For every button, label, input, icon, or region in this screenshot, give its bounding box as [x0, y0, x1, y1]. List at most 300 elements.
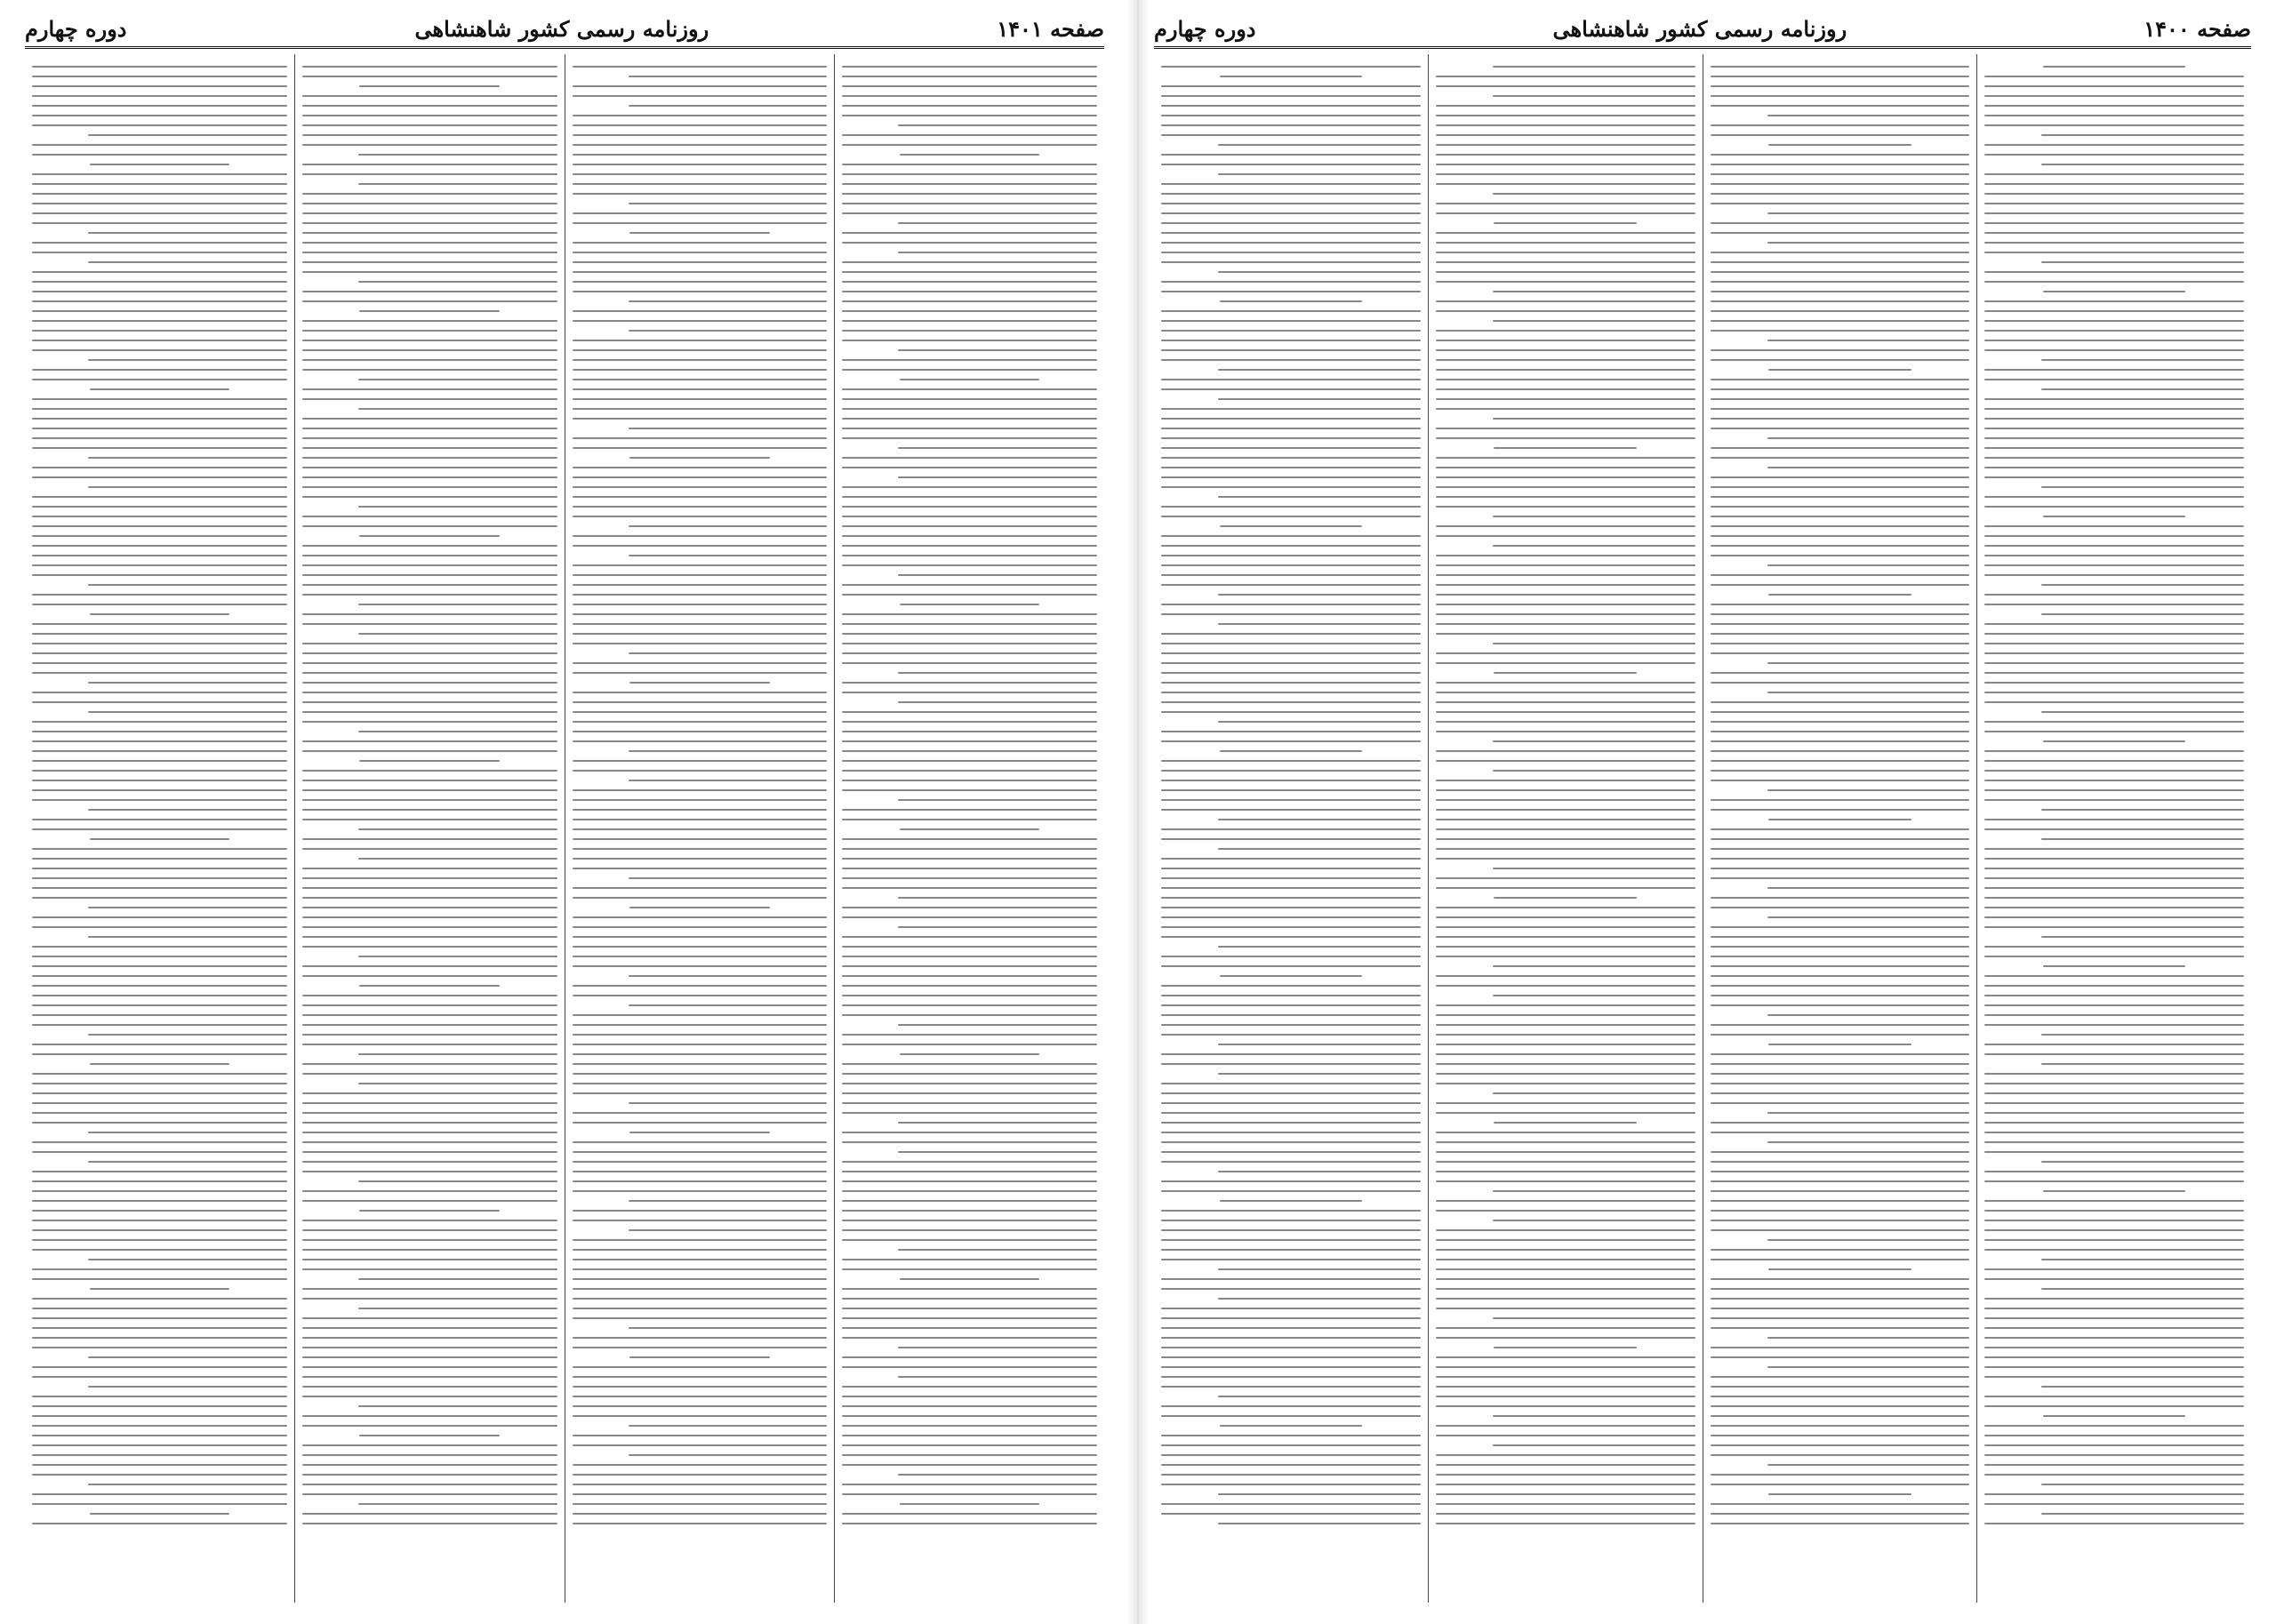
text-line-placeholder: [1711, 760, 1970, 762]
text-line-placeholder: [629, 1425, 828, 1427]
text-line-placeholder: [1711, 359, 1970, 361]
text-line-placeholder: [1436, 916, 1695, 918]
text-column: [834, 54, 1104, 1603]
text-line-placeholder: [32, 222, 287, 224]
text-line-placeholder: [1984, 115, 2244, 116]
column-text-block: [842, 66, 1097, 1603]
text-line-placeholder: [1161, 1132, 1421, 1133]
text-line-placeholder: [573, 261, 828, 263]
text-line-placeholder: [1436, 809, 1695, 811]
text-line-placeholder: [302, 613, 557, 615]
text-line-placeholder: [1711, 1229, 1970, 1231]
text-line-placeholder: [842, 1386, 1097, 1388]
text-line-placeholder: [1984, 1268, 2244, 1270]
text-line-placeholder: [573, 144, 828, 146]
text-line-placeholder: [1711, 613, 1970, 615]
text-line-placeholder: [302, 926, 557, 928]
text-line-placeholder: [358, 1308, 557, 1309]
text-line-placeholder: [1984, 1337, 2244, 1339]
text-line-placeholder: [1711, 721, 1970, 723]
text-line-placeholder: [1436, 1376, 1695, 1378]
text-line-placeholder: [1436, 1523, 1695, 1524]
text-line-placeholder: [842, 770, 1097, 772]
text-line-placeholder: [573, 828, 828, 830]
text-line-placeholder: [90, 388, 230, 390]
text-line-placeholder: [1984, 212, 2244, 214]
text-line-placeholder: [1161, 467, 1421, 468]
text-line-placeholder: [32, 496, 287, 498]
text-line-placeholder: [1984, 457, 2244, 459]
text-line-placeholder: [302, 330, 557, 332]
text-line-placeholder: [842, 584, 1097, 586]
text-line-placeholder: [573, 574, 828, 576]
text-line-placeholder: [629, 1356, 770, 1358]
text-line-placeholder: [1984, 535, 2244, 537]
text-line-placeholder: [1161, 564, 1421, 566]
text-line-placeholder: [1711, 486, 1970, 488]
text-line-placeholder: [1711, 985, 1970, 987]
text-line-placeholder: [1984, 1405, 2244, 1407]
text-line-placeholder: [573, 359, 828, 361]
text-line-placeholder: [1161, 1366, 1421, 1368]
text-line-placeholder: [1711, 926, 1970, 928]
text-line-placeholder: [2041, 388, 2244, 390]
text-line-placeholder: [573, 848, 828, 850]
text-line-placeholder: [1436, 1141, 1695, 1143]
text-line-placeholder: [842, 1327, 1097, 1329]
text-line-placeholder: [1161, 1122, 1421, 1124]
text-line-placeholder: [1711, 124, 1970, 126]
text-line-placeholder: [32, 1220, 287, 1221]
text-line-placeholder: [1161, 379, 1421, 380]
text-line-placeholder: [1767, 242, 1970, 244]
text-line-placeholder: [1161, 760, 1421, 762]
text-line-placeholder: [1436, 789, 1695, 791]
text-line-placeholder: [573, 124, 828, 126]
text-line-placeholder: [842, 623, 1097, 625]
text-line-placeholder: [1161, 633, 1421, 635]
text-line-placeholder: [842, 1288, 1097, 1290]
text-line-placeholder: [32, 877, 287, 879]
text-line-placeholder: [302, 496, 557, 498]
text-line-placeholder: [842, 1132, 1097, 1133]
text-line-placeholder: [573, 1122, 828, 1124]
text-line-placeholder: [573, 623, 828, 625]
text-line-placeholder: [573, 711, 828, 713]
text-line-placeholder: [573, 1444, 828, 1446]
text-line-placeholder: [302, 555, 557, 556]
text-line-placeholder: [898, 1474, 1097, 1476]
text-line-placeholder: [302, 467, 557, 468]
text-line-placeholder: [1493, 95, 1695, 97]
text-line-placeholder: [1161, 545, 1421, 547]
text-line-placeholder: [1436, 369, 1695, 371]
text-column: [294, 54, 565, 1603]
text-line-placeholder: [1984, 848, 2244, 850]
text-line-placeholder: [1984, 887, 2244, 889]
text-line-placeholder: [842, 203, 1097, 204]
text-line-placeholder: [1161, 349, 1421, 351]
text-line-placeholder: [1711, 1180, 1970, 1182]
text-line-placeholder: [1984, 760, 2244, 762]
text-line-placeholder: [573, 897, 828, 899]
text-line-placeholder: [302, 516, 557, 517]
text-line-placeholder: [1767, 916, 1970, 918]
text-line-placeholder: [629, 1132, 770, 1133]
text-line-placeholder: [573, 1347, 828, 1348]
text-line-placeholder: [1711, 1073, 1970, 1075]
text-line-placeholder: [1436, 349, 1695, 351]
page-gutter: [1127, 0, 1149, 1624]
text-line-placeholder: [1161, 281, 1421, 283]
text-line-placeholder: [1161, 1474, 1421, 1476]
text-line-placeholder: [1711, 809, 1970, 811]
text-line-placeholder: [1220, 525, 1362, 527]
text-line-placeholder: [1161, 1415, 1421, 1417]
text-line-placeholder: [32, 887, 287, 889]
text-line-placeholder: [1161, 447, 1421, 449]
text-line-placeholder: [302, 916, 557, 918]
text-line-placeholder: [302, 525, 557, 527]
text-line-placeholder: [1711, 740, 1970, 742]
text-line-placeholder: [629, 525, 828, 527]
text-line-placeholder: [2041, 1063, 2244, 1065]
text-line-placeholder: [1711, 780, 1970, 781]
text-line-placeholder: [88, 261, 287, 263]
text-line-placeholder: [1984, 916, 2244, 918]
text-columns: [25, 54, 1104, 1603]
text-line-placeholder: [302, 300, 557, 302]
text-line-placeholder: [573, 437, 828, 439]
text-line-placeholder: [1767, 1337, 1970, 1339]
text-line-placeholder: [1711, 516, 1970, 517]
text-line-placeholder: [32, 467, 287, 468]
text-line-placeholder: [32, 476, 287, 478]
text-line-placeholder: [1768, 1044, 1911, 1045]
text-line-placeholder: [1436, 1464, 1695, 1466]
text-line-placeholder: [302, 193, 557, 195]
text-line-placeholder: [1161, 134, 1421, 136]
text-line-placeholder: [90, 613, 230, 615]
text-line-placeholder: [302, 115, 557, 116]
text-line-placeholder: [1984, 1347, 2244, 1348]
text-line-placeholder: [842, 740, 1097, 742]
text-line-placeholder: [1436, 1239, 1695, 1241]
column-text-block: [1436, 66, 1695, 1603]
text-line-placeholder: [629, 682, 770, 684]
text-line-placeholder: [842, 173, 1097, 175]
text-line-placeholder: [1984, 437, 2244, 439]
text-line-placeholder: [302, 1268, 557, 1270]
text-line-placeholder: [1984, 1454, 2244, 1456]
text-line-placeholder: [1711, 936, 1970, 938]
text-line-placeholder: [1436, 1366, 1695, 1368]
text-line-placeholder: [842, 1435, 1097, 1436]
text-line-placeholder: [1161, 789, 1421, 791]
text-line-placeholder: [842, 388, 1097, 390]
text-line-placeholder: [842, 819, 1097, 820]
text-line-placeholder: [1984, 398, 2244, 400]
text-line-placeholder: [1436, 692, 1695, 693]
text-line-placeholder: [1436, 1112, 1695, 1114]
text-line-placeholder: [573, 868, 828, 869]
text-line-placeholder: [1493, 545, 1695, 547]
text-line-placeholder: [359, 310, 500, 312]
text-line-placeholder: [629, 457, 770, 459]
text-line-placeholder: [1436, 310, 1695, 312]
text-line-placeholder: [1984, 1239, 2244, 1241]
text-line-placeholder: [573, 1503, 828, 1505]
text-line-placeholder: [1436, 1259, 1695, 1260]
text-line-placeholder: [1984, 1356, 2244, 1358]
text-line-placeholder: [1767, 692, 1970, 693]
text-line-placeholder: [842, 1034, 1097, 1036]
text-line-placeholder: [900, 1278, 1040, 1280]
text-line-placeholder: [1161, 1014, 1421, 1016]
text-line-placeholder: [1711, 682, 1970, 684]
text-line-placeholder: [1493, 418, 1695, 420]
text-line-placeholder: [302, 1171, 557, 1172]
text-line-placeholder: [1436, 780, 1695, 781]
text-line-placeholder: [1711, 1132, 1970, 1133]
text-line-placeholder: [1711, 506, 1970, 508]
text-line-placeholder: [1767, 437, 1970, 439]
text-line-placeholder: [1161, 1161, 1421, 1163]
text-line-placeholder: [302, 173, 557, 175]
text-line-placeholder: [358, 154, 557, 156]
text-line-placeholder: [1711, 1190, 1970, 1192]
text-line-placeholder: [1436, 1102, 1695, 1104]
text-line-placeholder: [302, 907, 557, 908]
text-line-placeholder: [1436, 946, 1695, 948]
text-line-placeholder: [1436, 134, 1695, 136]
text-line-placeholder: [1711, 1171, 1970, 1172]
text-line-placeholder: [1161, 1190, 1421, 1192]
text-line-placeholder: [1984, 1180, 2244, 1182]
text-line-placeholder: [359, 1435, 500, 1436]
text-line-placeholder: [302, 222, 557, 224]
text-line-placeholder: [1436, 750, 1695, 752]
text-line-placeholder: [842, 760, 1097, 762]
text-line-placeholder: [1436, 1298, 1695, 1300]
text-line-placeholder: [302, 291, 557, 292]
text-line-placeholder: [1161, 1327, 1421, 1329]
text-line-placeholder: [573, 721, 828, 723]
text-line-placeholder: [359, 1210, 500, 1212]
text-line-placeholder: [1161, 1053, 1421, 1055]
text-line-placeholder: [302, 457, 557, 459]
text-line-placeholder: [358, 604, 557, 605]
text-line-placeholder: [573, 1014, 828, 1016]
text-line-placeholder: [842, 838, 1097, 840]
text-line-placeholder: [32, 1210, 287, 1212]
text-line-placeholder: [358, 379, 557, 380]
text-line-placeholder: [302, 1044, 557, 1045]
text-line-placeholder: [842, 1396, 1097, 1397]
text-line-placeholder: [1161, 1513, 1421, 1515]
text-line-placeholder: [1436, 1278, 1695, 1280]
text-line-placeholder: [1436, 1386, 1695, 1388]
text-line-placeholder: [302, 1484, 557, 1485]
text-line-placeholder: [32, 1405, 287, 1407]
text-line-placeholder: [1436, 985, 1695, 987]
text-line-placeholder: [629, 203, 828, 204]
text-line-placeholder: [1984, 379, 2244, 380]
text-line-placeholder: [842, 643, 1097, 644]
text-line-placeholder: [1436, 379, 1695, 380]
text-line-placeholder: [573, 604, 828, 605]
text-line-placeholder: [302, 232, 557, 234]
text-line-placeholder: [1984, 144, 2244, 146]
text-line-placeholder: [1711, 95, 1970, 97]
text-line-placeholder: [1711, 349, 1970, 351]
text-line-placeholder: [1493, 965, 1695, 967]
text-line-placeholder: [573, 1278, 828, 1280]
text-line-placeholder: [842, 848, 1097, 850]
text-line-placeholder: [302, 897, 557, 899]
text-line-placeholder: [1984, 594, 2244, 596]
text-line-placeholder: [1984, 604, 2244, 605]
text-line-placeholder: [1436, 437, 1695, 439]
text-line-placeholder: [88, 457, 287, 459]
text-line-placeholder: [32, 643, 287, 644]
text-line-placeholder: [1161, 1249, 1421, 1251]
text-line-placeholder: [573, 1298, 828, 1300]
text-line-placeholder: [1984, 232, 2244, 234]
text-line-placeholder: [573, 1405, 828, 1407]
text-line-placeholder: [1161, 799, 1421, 801]
text-line-placeholder: [32, 1229, 287, 1231]
text-line-placeholder: [32, 1317, 287, 1319]
text-line-placeholder: [88, 584, 287, 586]
text-line-placeholder: [898, 1249, 1097, 1251]
text-line-placeholder: [302, 144, 557, 146]
text-line-placeholder: [32, 1151, 287, 1153]
text-line-placeholder: [573, 731, 828, 732]
text-line-placeholder: [1436, 428, 1695, 429]
text-line-placeholder: [2041, 1288, 2244, 1290]
text-line-placeholder: [88, 1356, 287, 1358]
text-line-placeholder: [302, 848, 557, 850]
text-line-placeholder: [1984, 1014, 2244, 1016]
text-line-placeholder: [842, 300, 1097, 302]
text-line-placeholder: [1984, 330, 2244, 332]
text-line-placeholder: [1711, 828, 1970, 830]
text-line-placeholder: [573, 291, 828, 292]
text-line-placeholder: [1161, 740, 1421, 742]
text-line-placeholder: [842, 1484, 1097, 1485]
text-line-placeholder: [302, 1200, 557, 1202]
text-line-placeholder: [358, 956, 557, 957]
text-line-placeholder: [1436, 1004, 1695, 1006]
text-line-placeholder: [842, 320, 1097, 322]
text-line-placeholder: [1161, 1063, 1421, 1065]
text-line-placeholder: [1161, 428, 1421, 429]
text-line-placeholder: [573, 1073, 828, 1075]
text-line-placeholder: [1436, 1053, 1695, 1055]
text-line-placeholder: [302, 1288, 557, 1290]
text-line-placeholder: [1161, 1180, 1421, 1182]
text-line-placeholder: [1984, 1141, 2244, 1143]
text-line-placeholder: [32, 398, 287, 400]
text-line-placeholder: [302, 1122, 557, 1124]
text-line-placeholder: [1436, 281, 1695, 283]
text-line-placeholder: [1436, 838, 1695, 840]
text-line-placeholder: [842, 975, 1097, 977]
text-line-placeholder: [1711, 701, 1970, 703]
text-line-placeholder: [32, 956, 287, 957]
text-line-placeholder: [1218, 369, 1421, 371]
text-line-placeholder: [573, 1053, 828, 1055]
text-line-placeholder: [573, 858, 828, 860]
text-line-placeholder: [1984, 1366, 2244, 1368]
text-line-placeholder: [1436, 408, 1695, 410]
text-line-placeholder: [1711, 1278, 1970, 1280]
text-line-placeholder: [1767, 1464, 1970, 1466]
text-line-placeholder: [1436, 1396, 1695, 1397]
text-line-placeholder: [573, 242, 828, 244]
text-line-placeholder: [1711, 965, 1970, 967]
text-line-placeholder: [1984, 1112, 2244, 1114]
text-line-placeholder: [898, 897, 1097, 899]
text-line-placeholder: [573, 1396, 828, 1397]
text-line-placeholder: [842, 555, 1097, 556]
text-line-placeholder: [1767, 887, 1970, 889]
column-text-block: [1984, 66, 2244, 1603]
text-line-placeholder: [1436, 300, 1695, 302]
text-line-placeholder: [1984, 1092, 2244, 1094]
text-line-placeholder: [842, 545, 1097, 547]
text-line-placeholder: [1984, 1132, 2244, 1133]
text-line-placeholder: [842, 1063, 1097, 1065]
text-line-placeholder: [302, 1024, 557, 1026]
text-line-placeholder: [359, 535, 500, 537]
text-line-placeholder: [1161, 1004, 1421, 1006]
text-line-placeholder: [2041, 1513, 2244, 1515]
text-line-placeholder: [842, 76, 1097, 77]
text-line-placeholder: [1218, 721, 1421, 723]
text-line-placeholder: [573, 1386, 828, 1388]
text-line-placeholder: [1711, 1288, 1970, 1290]
text-line-placeholder: [573, 1220, 828, 1221]
text-line-placeholder: [1711, 1092, 1970, 1094]
text-line-placeholder: [2041, 809, 2244, 811]
text-line-placeholder: [358, 1083, 557, 1084]
text-line-placeholder: [302, 1337, 557, 1339]
text-line-placeholder: [358, 183, 557, 185]
text-line-placeholder: [1711, 868, 1970, 869]
text-line-placeholder: [573, 173, 828, 175]
text-line-placeholder: [32, 1102, 287, 1104]
text-line-placeholder: [898, 1376, 1097, 1378]
text-line-placeholder: [1436, 496, 1695, 498]
text-line-placeholder: [842, 457, 1097, 459]
text-line-placeholder: [302, 1523, 557, 1524]
text-line-placeholder: [1436, 887, 1695, 889]
text-line-placeholder: [1436, 476, 1695, 478]
text-column: [1428, 54, 1703, 1603]
text-line-placeholder: [1161, 877, 1421, 879]
text-line-placeholder: [32, 1425, 287, 1427]
text-line-placeholder: [573, 447, 828, 449]
text-line-placeholder: [1767, 115, 1970, 116]
text-line-placeholder: [1984, 1278, 2244, 1280]
text-line-placeholder: [1711, 604, 1970, 605]
text-line-placeholder: [1711, 672, 1970, 674]
text-line-placeholder: [842, 134, 1097, 136]
text-line-placeholder: [1436, 1063, 1695, 1065]
text-line-placeholder: [1436, 1044, 1695, 1045]
